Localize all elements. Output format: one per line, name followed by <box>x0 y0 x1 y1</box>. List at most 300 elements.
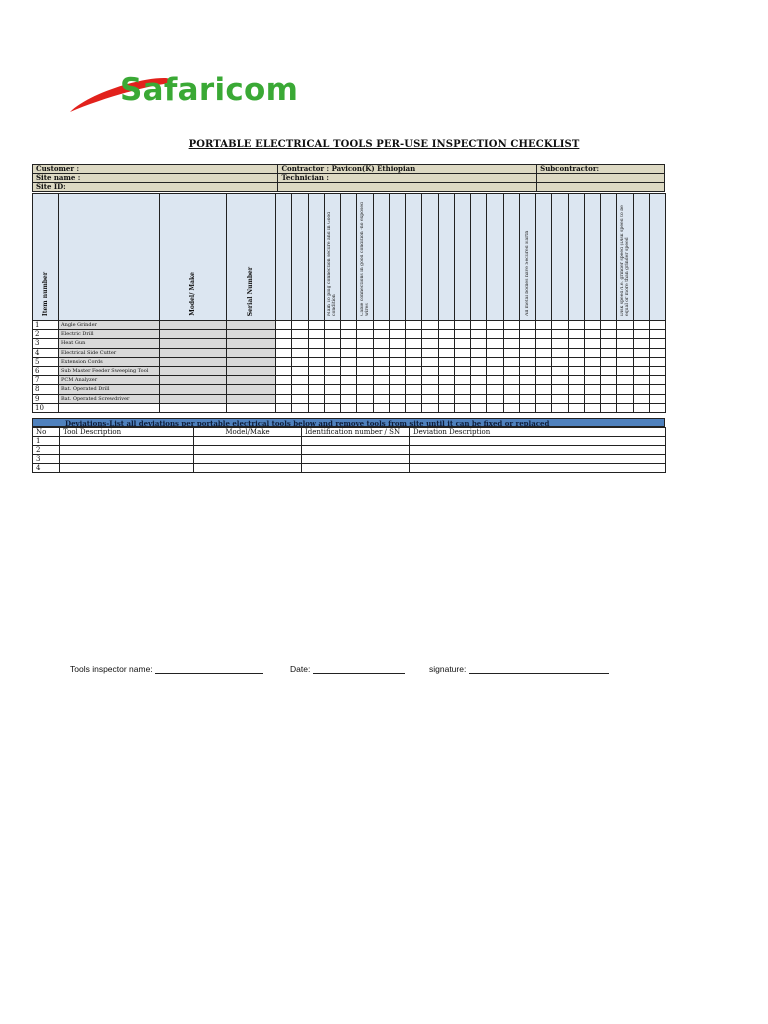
check-cell[interactable] <box>568 330 584 339</box>
check-cell[interactable] <box>438 376 454 385</box>
check-cell[interactable] <box>503 385 519 394</box>
check-cell[interactable] <box>519 321 535 330</box>
check-cell[interactable] <box>406 366 422 375</box>
check-cell[interactable] <box>406 321 422 330</box>
check-cell[interactable] <box>308 348 324 357</box>
date-line[interactable] <box>313 665 405 674</box>
check-cell[interactable] <box>276 403 292 412</box>
check-cell[interactable] <box>568 339 584 348</box>
check-cell[interactable] <box>568 321 584 330</box>
check-cell[interactable] <box>357 321 373 330</box>
check-cell[interactable] <box>649 366 665 375</box>
check-cell[interactable] <box>422 348 438 357</box>
check-cell[interactable] <box>292 330 308 339</box>
check-cell[interactable] <box>308 330 324 339</box>
check-cell[interactable] <box>471 339 487 348</box>
check-cell[interactable] <box>422 366 438 375</box>
check-cell[interactable] <box>552 366 568 375</box>
check-cell[interactable] <box>373 376 389 385</box>
check-cell[interactable] <box>389 321 405 330</box>
check-cell[interactable] <box>552 394 568 403</box>
check-cell[interactable] <box>357 376 373 385</box>
dev-no-cell: 2 <box>33 446 60 455</box>
check-cell[interactable] <box>552 321 568 330</box>
check-cell[interactable] <box>341 348 357 357</box>
check-cell[interactable] <box>568 394 584 403</box>
check-cell[interactable] <box>373 366 389 375</box>
check-cell[interactable] <box>584 321 600 330</box>
check-cell[interactable] <box>292 385 308 394</box>
check-cell[interactable] <box>568 403 584 412</box>
model-cell[interactable] <box>160 339 227 348</box>
check-cell[interactable] <box>471 357 487 366</box>
inspector-name-field[interactable] <box>70 664 263 674</box>
check-cell[interactable] <box>341 357 357 366</box>
check-cell[interactable] <box>601 357 617 366</box>
check-cell[interactable] <box>487 366 503 375</box>
serial-cell[interactable] <box>227 321 276 330</box>
check-cell[interactable] <box>341 403 357 412</box>
check-cell[interactable] <box>308 403 324 412</box>
check-cell[interactable] <box>422 339 438 348</box>
check-cell[interactable] <box>536 403 552 412</box>
model-cell[interactable] <box>160 376 227 385</box>
check-cell[interactable] <box>536 394 552 403</box>
check-cell[interactable] <box>389 385 405 394</box>
check-cell[interactable] <box>438 339 454 348</box>
check-cell[interactable] <box>584 339 600 348</box>
signature-line[interactable] <box>469 665 609 674</box>
check-cell[interactable] <box>276 357 292 366</box>
check-cell[interactable] <box>454 348 470 357</box>
check-cell[interactable] <box>454 403 470 412</box>
model-cell[interactable] <box>160 330 227 339</box>
check-cell[interactable] <box>276 366 292 375</box>
check-cell[interactable] <box>519 403 535 412</box>
check-cell[interactable] <box>617 366 633 375</box>
check-cell[interactable] <box>487 403 503 412</box>
model-cell[interactable] <box>160 394 227 403</box>
checklist-row <box>33 403 666 412</box>
check-cell[interactable] <box>617 385 633 394</box>
check-cell[interactable] <box>357 403 373 412</box>
check-cell[interactable] <box>471 330 487 339</box>
check-cell[interactable] <box>519 348 535 357</box>
serial-cell[interactable] <box>227 385 276 394</box>
dev-tool-cell[interactable] <box>60 455 194 464</box>
check-cell[interactable] <box>584 348 600 357</box>
check-cell[interactable] <box>406 376 422 385</box>
check-cell[interactable] <box>503 366 519 375</box>
check-cell[interactable] <box>617 321 633 330</box>
check-cell[interactable] <box>519 394 535 403</box>
dev-tool-cell[interactable] <box>60 446 194 455</box>
check-cell[interactable] <box>373 357 389 366</box>
check-cell[interactable] <box>471 385 487 394</box>
check-cell[interactable] <box>633 330 649 339</box>
check-cell[interactable] <box>649 339 665 348</box>
check-cell[interactable] <box>373 330 389 339</box>
check-cell[interactable] <box>633 357 649 366</box>
model-cell[interactable] <box>160 385 227 394</box>
check-cell[interactable] <box>389 348 405 357</box>
model-cell[interactable] <box>160 366 227 375</box>
check-cell[interactable] <box>422 403 438 412</box>
check-cell[interactable] <box>324 339 340 348</box>
serial-cell[interactable] <box>227 394 276 403</box>
inspector-name-line[interactable] <box>155 665 263 674</box>
item-number-cell: 8 <box>33 385 59 394</box>
dev-model-cell[interactable] <box>194 446 302 455</box>
dev-tool-cell[interactable] <box>60 437 194 446</box>
check-cell[interactable] <box>373 385 389 394</box>
check-cell[interactable] <box>601 321 617 330</box>
check-cell[interactable] <box>649 394 665 403</box>
check-cell[interactable] <box>454 385 470 394</box>
check-cell[interactable] <box>487 394 503 403</box>
serial-cell[interactable] <box>227 366 276 375</box>
check-cell[interactable] <box>568 376 584 385</box>
check-cell[interactable] <box>471 394 487 403</box>
check-cell[interactable] <box>519 330 535 339</box>
check-cell[interactable] <box>454 321 470 330</box>
dev-model-cell[interactable] <box>194 437 302 446</box>
check-cell[interactable] <box>503 403 519 412</box>
check-cell[interactable] <box>357 366 373 375</box>
check-cell[interactable] <box>389 366 405 375</box>
check-cell[interactable] <box>324 376 340 385</box>
check-cell[interactable] <box>324 321 340 330</box>
check-cell[interactable] <box>584 385 600 394</box>
serial-cell[interactable] <box>227 403 276 412</box>
check-cell[interactable] <box>324 366 340 375</box>
check-cell[interactable] <box>454 376 470 385</box>
check-cell[interactable] <box>389 376 405 385</box>
check-cell[interactable] <box>406 348 422 357</box>
safaricom-logo <box>68 72 358 120</box>
tool-description-cell: Heat Gun <box>59 339 160 348</box>
check-cell[interactable] <box>324 394 340 403</box>
check-cell[interactable] <box>552 357 568 366</box>
check-cell[interactable] <box>292 403 308 412</box>
check-cell[interactable] <box>536 330 552 339</box>
check-cell[interactable] <box>389 330 405 339</box>
serial-cell[interactable] <box>227 330 276 339</box>
check-cell[interactable] <box>536 385 552 394</box>
check-cell[interactable] <box>584 403 600 412</box>
check-cell[interactable] <box>341 394 357 403</box>
check-cell[interactable] <box>568 357 584 366</box>
check-cell[interactable] <box>292 376 308 385</box>
check-cell[interactable] <box>519 385 535 394</box>
check-cell[interactable] <box>406 330 422 339</box>
model-cell[interactable] <box>160 348 227 357</box>
check-cell[interactable] <box>276 394 292 403</box>
dev-desc-cell[interactable] <box>410 446 666 455</box>
check-cell[interactable] <box>341 321 357 330</box>
check-cell[interactable] <box>633 403 649 412</box>
check-cell[interactable] <box>308 339 324 348</box>
check-cell[interactable] <box>357 357 373 366</box>
check-cell[interactable] <box>292 339 308 348</box>
check-cell[interactable] <box>438 394 454 403</box>
check-cell[interactable] <box>519 366 535 375</box>
check-cell[interactable] <box>601 385 617 394</box>
check-cell[interactable] <box>276 321 292 330</box>
model-cell[interactable] <box>160 357 227 366</box>
check-cell[interactable] <box>389 403 405 412</box>
check-cell[interactable] <box>357 330 373 339</box>
check-cell[interactable] <box>568 366 584 375</box>
check-cell[interactable] <box>422 385 438 394</box>
check-cell[interactable] <box>308 366 324 375</box>
check-cell[interactable] <box>341 339 357 348</box>
dev-id-cell[interactable] <box>302 437 410 446</box>
check-cell[interactable] <box>341 385 357 394</box>
check-cell[interactable] <box>519 339 535 348</box>
check-cell[interactable] <box>601 394 617 403</box>
check-cell[interactable] <box>536 348 552 357</box>
check-cell[interactable] <box>633 348 649 357</box>
check-cell[interactable] <box>471 366 487 375</box>
check-cell[interactable] <box>438 357 454 366</box>
check-cell[interactable] <box>617 357 633 366</box>
check-cell[interactable] <box>373 339 389 348</box>
check-cell[interactable] <box>308 385 324 394</box>
check-cell[interactable] <box>357 348 373 357</box>
checklist-row <box>33 385 666 394</box>
check-cell[interactable] <box>471 403 487 412</box>
check-cell[interactable] <box>633 321 649 330</box>
check-cell[interactable] <box>601 339 617 348</box>
check-cell[interactable] <box>503 394 519 403</box>
check-column-header <box>373 194 389 321</box>
check-cell[interactable] <box>276 376 292 385</box>
check-cell[interactable] <box>536 366 552 375</box>
model-cell[interactable] <box>160 403 227 412</box>
checklist-row <box>33 376 666 385</box>
dev-id-cell[interactable] <box>302 464 410 473</box>
dev-model-cell[interactable] <box>194 464 302 473</box>
check-cell[interactable] <box>276 339 292 348</box>
date-field[interactable] <box>290 664 405 674</box>
check-cell[interactable] <box>276 348 292 357</box>
check-cell[interactable] <box>633 394 649 403</box>
check-cell[interactable] <box>308 394 324 403</box>
check-cell[interactable] <box>373 321 389 330</box>
check-cell[interactable] <box>422 330 438 339</box>
deviation-row <box>33 437 666 446</box>
dev-model-cell[interactable] <box>194 455 302 464</box>
check-cell[interactable] <box>292 348 308 357</box>
check-cell[interactable] <box>324 330 340 339</box>
check-cell[interactable] <box>649 348 665 357</box>
check-cell[interactable] <box>454 339 470 348</box>
check-cell[interactable] <box>649 330 665 339</box>
check-cell[interactable] <box>471 321 487 330</box>
check-cell[interactable] <box>406 385 422 394</box>
check-cell[interactable] <box>584 366 600 375</box>
check-cell[interactable] <box>292 394 308 403</box>
check-cell[interactable] <box>422 376 438 385</box>
check-cell[interactable] <box>552 403 568 412</box>
check-cell[interactable] <box>357 385 373 394</box>
check-cell[interactable] <box>552 385 568 394</box>
check-cell[interactable] <box>373 394 389 403</box>
check-cell[interactable] <box>584 394 600 403</box>
serial-cell[interactable] <box>227 348 276 357</box>
check-cell[interactable] <box>454 357 470 366</box>
check-cell[interactable] <box>617 376 633 385</box>
check-cell[interactable] <box>617 394 633 403</box>
check-cell[interactable] <box>438 403 454 412</box>
check-cell[interactable] <box>406 339 422 348</box>
check-cell[interactable] <box>276 330 292 339</box>
check-cell[interactable] <box>503 339 519 348</box>
check-cell[interactable] <box>341 366 357 375</box>
check-cell[interactable] <box>438 385 454 394</box>
check-column-header <box>552 194 568 321</box>
check-cell[interactable] <box>373 403 389 412</box>
check-cell[interactable] <box>292 321 308 330</box>
check-cell[interactable] <box>324 357 340 366</box>
check-cell[interactable] <box>601 366 617 375</box>
dev-desc-cell[interactable] <box>410 437 666 446</box>
check-cell[interactable] <box>552 339 568 348</box>
check-cell[interactable] <box>406 403 422 412</box>
serial-cell[interactable] <box>227 339 276 348</box>
check-cell[interactable] <box>633 385 649 394</box>
dev-desc-cell[interactable] <box>410 455 666 464</box>
model-cell[interactable] <box>160 321 227 330</box>
check-cell[interactable] <box>487 385 503 394</box>
check-cell[interactable] <box>617 330 633 339</box>
check-cell[interactable] <box>601 403 617 412</box>
check-column-header <box>422 194 438 321</box>
check-cell[interactable] <box>503 357 519 366</box>
check-cell[interactable] <box>552 348 568 357</box>
check-cell[interactable] <box>471 376 487 385</box>
check-cell[interactable] <box>438 321 454 330</box>
check-cell[interactable] <box>649 376 665 385</box>
check-cell[interactable] <box>454 394 470 403</box>
check-cell[interactable] <box>438 330 454 339</box>
check-cell[interactable] <box>389 394 405 403</box>
check-cell[interactable] <box>503 376 519 385</box>
check-column-label: All metal bodies have Secured Earth <box>524 230 530 316</box>
check-cell[interactable] <box>487 376 503 385</box>
check-cell[interactable] <box>617 339 633 348</box>
check-cell[interactable] <box>601 330 617 339</box>
check-cell[interactable] <box>292 357 308 366</box>
check-cell[interactable] <box>633 366 649 375</box>
check-cell[interactable] <box>536 376 552 385</box>
check-cell[interactable] <box>454 330 470 339</box>
check-cell[interactable] <box>341 330 357 339</box>
check-cell[interactable] <box>584 376 600 385</box>
check-cell[interactable] <box>487 339 503 348</box>
check-cell[interactable] <box>487 348 503 357</box>
check-cell[interactable] <box>487 330 503 339</box>
check-column-header <box>406 194 422 321</box>
serial-cell[interactable] <box>227 357 276 366</box>
check-cell[interactable] <box>308 321 324 330</box>
check-cell[interactable] <box>357 339 373 348</box>
check-cell[interactable] <box>438 348 454 357</box>
check-cell[interactable] <box>601 376 617 385</box>
check-cell[interactable] <box>649 321 665 330</box>
check-cell[interactable] <box>341 376 357 385</box>
check-cell[interactable] <box>617 348 633 357</box>
check-cell[interactable] <box>324 348 340 357</box>
check-cell[interactable] <box>552 330 568 339</box>
check-cell[interactable] <box>422 321 438 330</box>
check-cell[interactable] <box>649 385 665 394</box>
check-cell[interactable] <box>406 357 422 366</box>
dev-desc-cell[interactable] <box>410 464 666 473</box>
checklist-row <box>33 357 666 366</box>
check-cell[interactable] <box>471 348 487 357</box>
dev-tool-cell[interactable] <box>60 464 194 473</box>
check-cell[interactable] <box>503 321 519 330</box>
serial-cell[interactable] <box>227 376 276 385</box>
check-cell[interactable] <box>487 357 503 366</box>
check-cell[interactable] <box>536 357 552 366</box>
check-cell[interactable] <box>568 348 584 357</box>
check-cell[interactable] <box>519 376 535 385</box>
check-cell[interactable] <box>324 403 340 412</box>
check-cell[interactable] <box>503 330 519 339</box>
check-cell[interactable] <box>601 348 617 357</box>
check-cell[interactable] <box>487 321 503 330</box>
check-cell[interactable] <box>633 376 649 385</box>
check-cell[interactable] <box>389 339 405 348</box>
serial-header-label: Serial Number <box>247 266 254 316</box>
check-cell[interactable] <box>422 357 438 366</box>
check-cell[interactable] <box>503 348 519 357</box>
item-number-cell: 3 <box>33 339 59 348</box>
check-cell[interactable] <box>276 385 292 394</box>
dev-id-cell[interactable] <box>302 455 410 464</box>
check-cell[interactable] <box>373 348 389 357</box>
check-cell[interactable] <box>292 366 308 375</box>
item-number-cell: 7 <box>33 376 59 385</box>
signature-field[interactable] <box>429 664 609 674</box>
check-cell[interactable] <box>454 366 470 375</box>
check-cell[interactable] <box>536 339 552 348</box>
check-cell[interactable] <box>633 339 649 348</box>
dev-id-cell[interactable] <box>302 446 410 455</box>
check-cell[interactable] <box>308 376 324 385</box>
check-cell[interactable] <box>568 385 584 394</box>
check-cell[interactable] <box>536 321 552 330</box>
check-cell[interactable] <box>438 366 454 375</box>
check-cell[interactable] <box>406 394 422 403</box>
check-cell[interactable] <box>584 330 600 339</box>
check-cell[interactable] <box>389 357 405 366</box>
check-cell[interactable] <box>308 357 324 366</box>
check-cell[interactable] <box>422 394 438 403</box>
check-cell[interactable] <box>552 376 568 385</box>
check-cell[interactable] <box>649 403 665 412</box>
check-column-header <box>308 194 324 321</box>
check-cell[interactable] <box>357 394 373 403</box>
check-cell[interactable] <box>584 357 600 366</box>
check-cell[interactable] <box>649 357 665 366</box>
check-cell[interactable] <box>617 403 633 412</box>
check-cell[interactable] <box>324 385 340 394</box>
check-cell[interactable] <box>519 357 535 366</box>
